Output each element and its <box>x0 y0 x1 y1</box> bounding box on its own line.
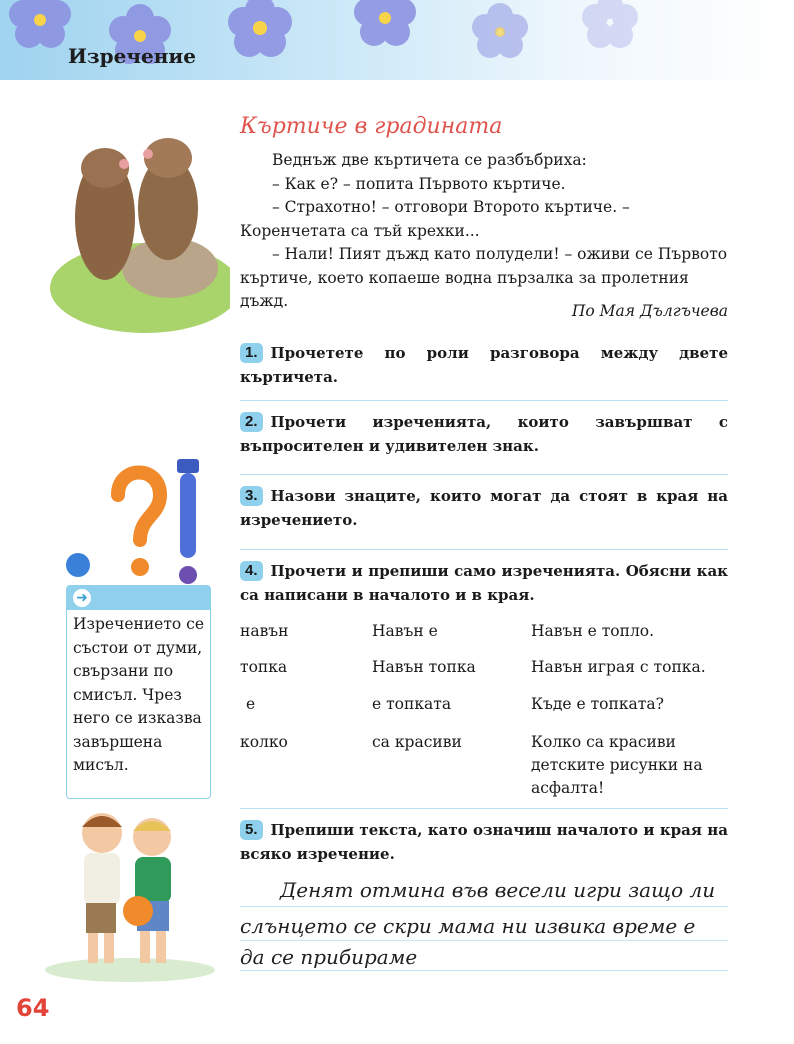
story-author: По Мая Дългъчева <box>571 302 728 320</box>
arrow-right-icon: ➜ <box>73 589 91 607</box>
handwritten-line: слънцето се скри мама ни извика време е <box>240 914 696 938</box>
rule-box <box>66 585 211 799</box>
divider <box>240 400 728 401</box>
table-cell: са красиви <box>372 733 462 751</box>
task-5 <box>240 818 728 866</box>
task-number: 1. <box>240 343 263 363</box>
story-title: Къртиче в градината <box>240 114 503 139</box>
task-4 <box>240 559 728 607</box>
task-text: Прочети и препиши само изреченията. Обясни как са написани в началото и в края. <box>240 562 728 604</box>
flower-decoration <box>0 0 794 80</box>
boys-illustration <box>40 805 220 985</box>
task-number: 4. <box>240 561 263 581</box>
table-cell: Колко са красиви детските рисунки на асфалта! <box>531 733 703 797</box>
task-text: Прочетете по роли разговора между двете къртичета. <box>240 344 728 386</box>
handwritten-line: да се прибираме <box>240 945 418 969</box>
task-2 <box>240 410 728 458</box>
story-line: – Как е? – попита Първото къртиче. <box>272 174 566 193</box>
page-number: 64 <box>16 994 50 1022</box>
table-cell: Навън играя с топка. <box>531 658 706 676</box>
table-cell: Навън топка <box>372 658 476 676</box>
divider <box>240 474 728 475</box>
writing-line <box>240 970 728 971</box>
table-cell: Къде е топката? <box>531 695 664 713</box>
moles-illustration <box>50 128 230 338</box>
table-cell: Навън е <box>372 622 438 640</box>
table-cell: топка <box>240 658 288 676</box>
task-number: 5. <box>240 820 263 840</box>
section-title: Изречение <box>68 44 196 68</box>
story-text <box>240 149 728 314</box>
punctuation-characters-illustration <box>60 455 210 585</box>
table-cell: е топката <box>372 695 452 713</box>
story-line: – Страхотно! – отговори Второто къртиче. – Коренчетата са тъй крехки... <box>240 198 630 240</box>
table-cell: е <box>246 695 256 713</box>
table-cell: навън <box>240 622 289 640</box>
writing-line <box>240 906 728 907</box>
divider <box>240 808 728 809</box>
task-text: Прочети изреченията, които завършват с въпросителен и удивителен знак. <box>240 413 728 455</box>
rule-box-header <box>67 586 210 610</box>
header-banner <box>0 0 794 80</box>
story-line: – Нали! Пият дъжд като полудели! – оживи се Първото къртиче, което копаеше водна пързалка за пролетния дъжд. <box>240 245 728 310</box>
task-text: Назови знаците, които могат да стоят в края на изречението. <box>240 487 728 529</box>
divider <box>240 549 728 550</box>
task-number: 3. <box>240 486 263 506</box>
task-number: 2. <box>240 412 263 432</box>
table-cell: колко <box>240 733 288 751</box>
writing-line <box>240 940 728 941</box>
task-1 <box>240 341 728 389</box>
handwritten-line: Денят отмина във весели игри защо ли <box>280 878 716 902</box>
task-3 <box>240 484 728 532</box>
task-text: Препиши текста, като означиш началото и края на всяко изречение. <box>240 821 728 863</box>
table-cell: Навън е топло. <box>531 622 655 640</box>
rule-text: Изречението се състои от думи, свързани по смисъл. Чрез него се изказва завършена мисъл. <box>73 615 205 774</box>
story-line: Веднъж две къртичета се разбъбриха: <box>272 151 587 169</box>
